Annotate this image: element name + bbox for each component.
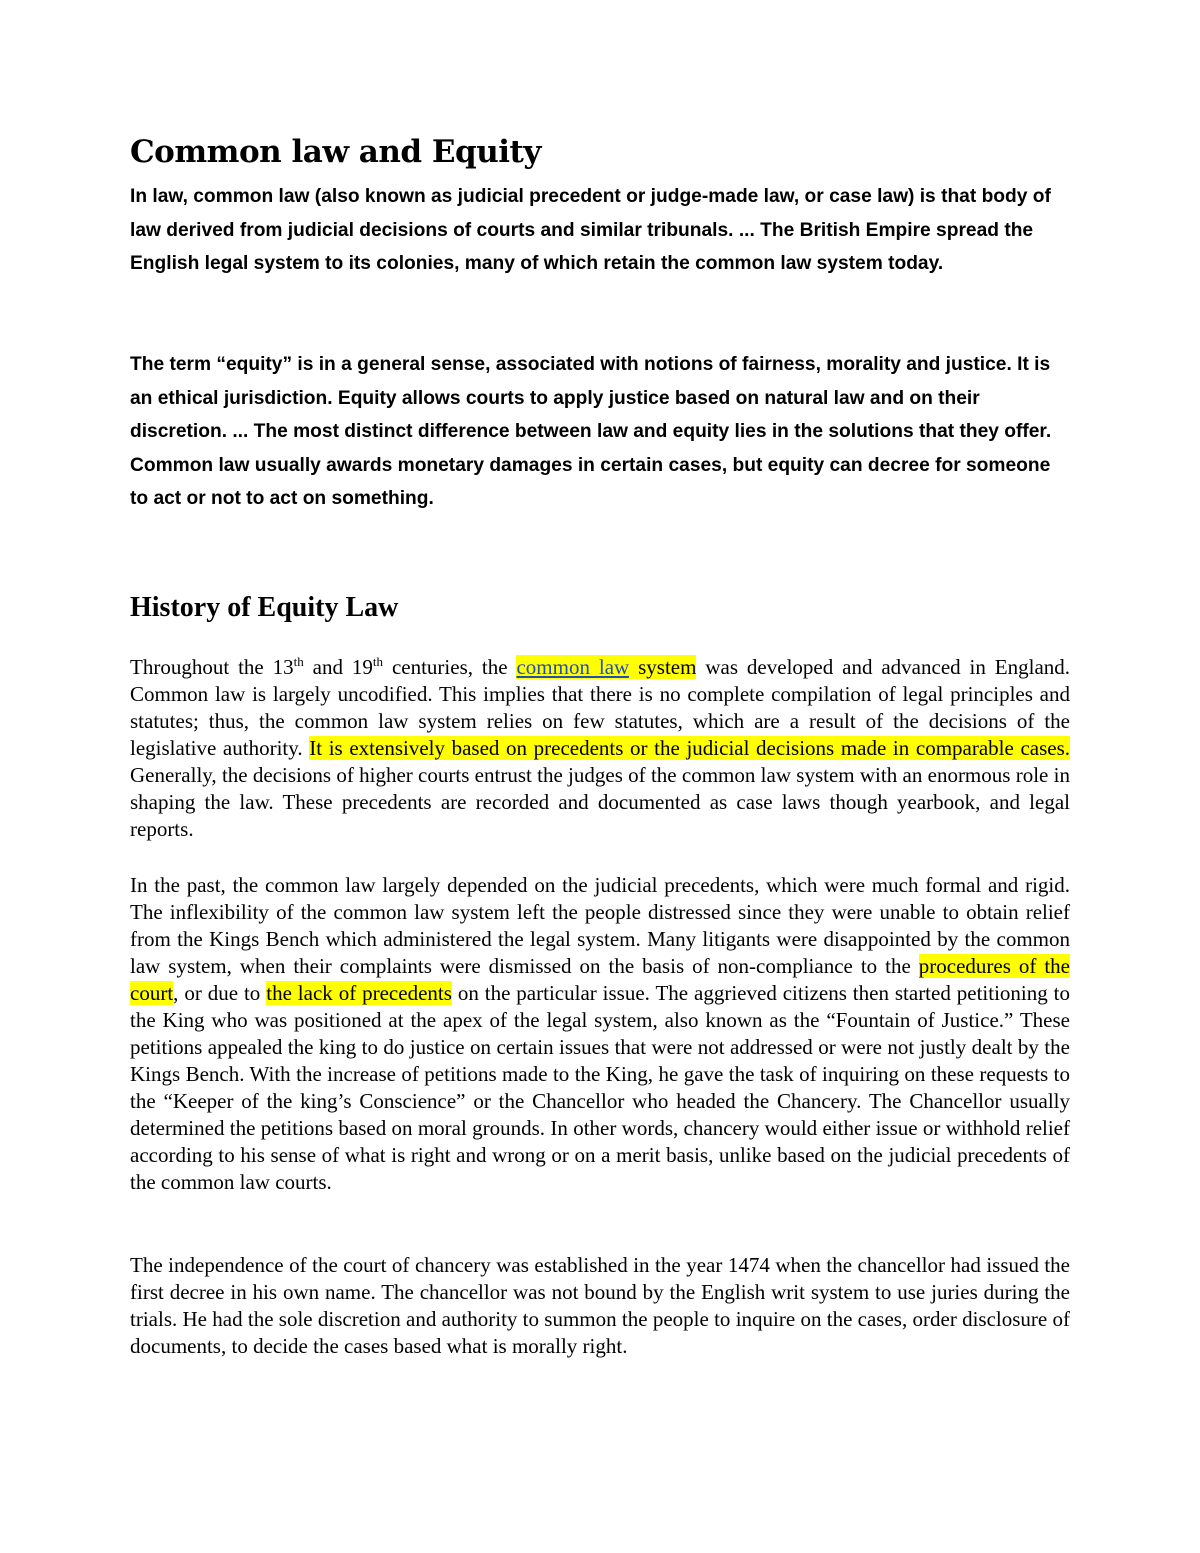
superscript: th — [372, 654, 384, 669]
history-paragraph-3: The independence of the court of chancery was established in the year 1474 when the chancellor had issued the first decree in his own name. The chancellor was not bound by the English writ system to use juries during the trials. He had the sole discretion and authority to summon the people to inquire on the cases, order disclosure of documents, to decide the cases based what is morally right. — [130, 1253, 1070, 1358]
intro-paragraph: In law, common law (also known as judicial precedent or judge-made law, or case law) is that body of law derived from judicial decisions of courts and similar tribunals. ... The British Empire spread the English legal system to its colonies, many of which retain the common law system today. — [130, 186, 1051, 274]
history-heading: History of Equity Law — [130, 592, 399, 623]
document-title: Common law and Equity — [130, 134, 541, 170]
common-law-link[interactable]: common law — [516, 655, 630, 679]
text-run: and 19 — [303, 655, 373, 679]
history-paragraph-1 — [130, 654, 1070, 843]
text-run: centuries, the — [383, 655, 517, 679]
highlight-system: system — [638, 655, 697, 679]
highlight-space — [629, 655, 638, 679]
text-run: , or due to — [173, 981, 267, 1005]
text-run: on the particular issue. The aggrieved citizens then started petitioning to the King who was positioned at the apex of the legal system, also known as the “Fountain of Justice.” These petitions appealed the king to do justice on certain issues that were not addressed or were not justly dealt by the Kings Bench. With the increase of petitions made to the King, he gave the task of inquiring on these requests to the “Keeper of the king’s Conscience” or the Chancellor who headed the Chancery. The Chancellor usually determined the petitions based on moral grounds. In other words, chancery would either issue or withhold relief according to his sense of what is right and wrong or on a merit basis, unlike based on the judicial precedents of the common law courts. — [130, 981, 1071, 1194]
text-run: was developed and advanced in England. Common law is largely uncodified. This implies that there is no complete compilation of legal principles and statutes; thus, the common law system relies on few statutes, which are a result of the decisions of the legislative authority. — [130, 655, 1071, 760]
highlight-procedures: procedures of the court — [130, 954, 1070, 1005]
superscript: th — [293, 654, 304, 669]
text-run: Generally, the decisions of higher courts entrust the judges of the common law system with an enormous role in shaping the law. These precedents are recorded and documented as case laws though yearbook, and legal reports. — [130, 763, 1070, 841]
text-run: Throughout the 13 — [130, 655, 294, 679]
history-paragraph-2 — [130, 872, 1070, 1196]
text-run: In the past, the common law largely depended on the judicial precedents, which were much formal and rigid. The inflexibility of the common law system left the people distressed since they were unable to obtain relief from the Kings Bench which administered the legal system. Many litigants were disappointed by the common law system, when their complaints were dismissed on the basis of non-compliance to the — [130, 873, 1070, 978]
highlight-lack-of-precedents: the lack of precedents — [266, 981, 452, 1005]
highlight-precedents: It is extensively based on precedents or the judicial decisions made in comparable cases. — [309, 736, 1071, 760]
equity-paragraph: The term “equity” is in a general sense, associated with notions of fairness, morality and justice. It is an ethical jurisdiction. Equity allows courts to apply justice based on natural law and on their discretion. ... The most distinct difference between law and equity lies in the solutions that they offer. Common law usually awards monetary damages in certain cases, but equity can decree for someone to act or not to act on something. — [130, 354, 1052, 509]
